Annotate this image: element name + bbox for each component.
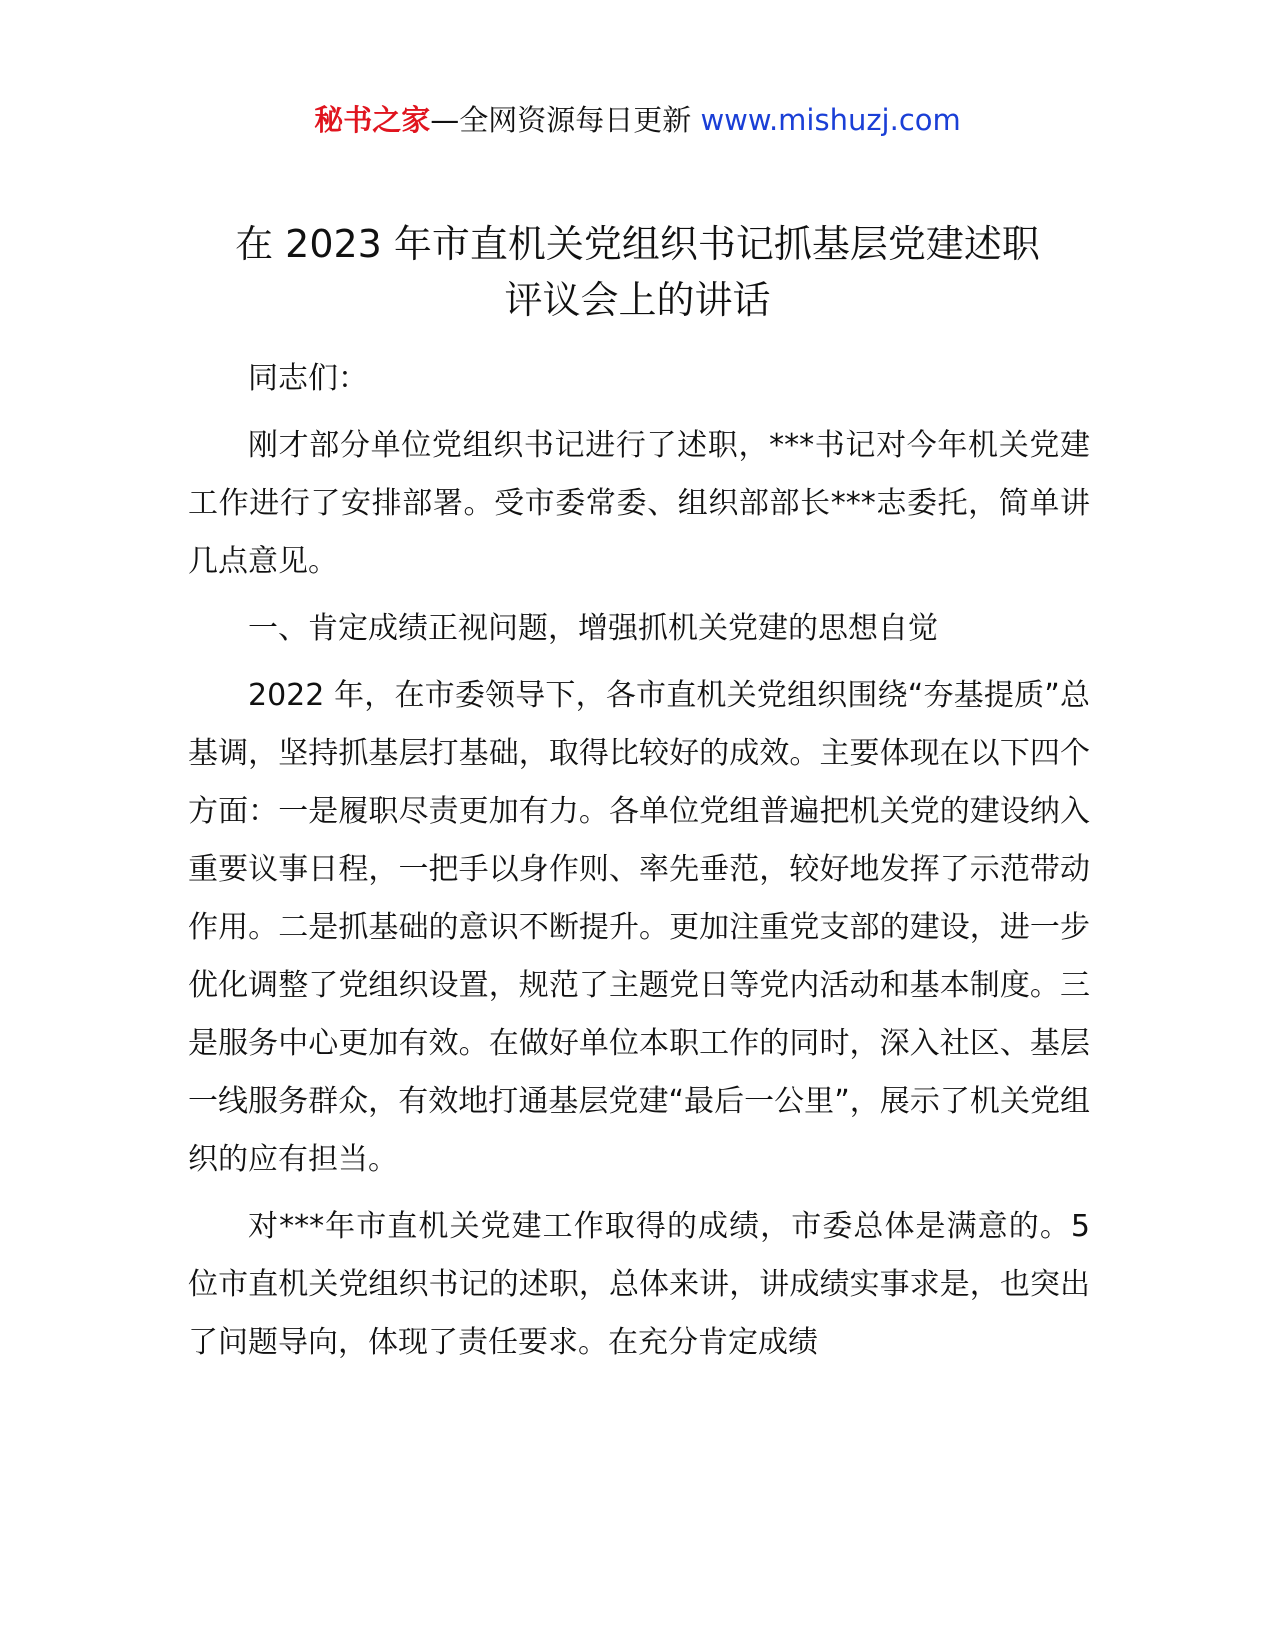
paragraph-achievements: 2022 年，在市委领导下，各市直机关党组织围绕“夯基提质”总基调，坚持抓基层打基础，取得比较好的成效。主要体现在以下四个方面：一是履职尽责更加有力。各单位党组普遍把机关党的建设纳入重要议事日程，一把手以身作则、率先垂范，较好地发挥了示范带动作用。二是抓基础的意识不断提升。更加注重党支部的建设，进一步优化调整了党组织设置，规范了主题党日等党内活动和基本制度。三是服务中心更加有效。在做好单位本职工作的同时，深入社区、基层一线服务群众，有效地打通基层党建“最后一公里”，展示了机关党组织的应有担当。 [188, 678, 1090, 1177]
paragraph-intro: 刚才部分单位党组织书记进行了述职，***书记对今年机关党建工作进行了安排部署。受市委常委、组织部部长***志委托，简单讲几点意见。 [188, 428, 1090, 579]
document-body [188, 350, 1090, 1381]
paragraph-assessment: 对***年市直机关党建工作取得的成绩，市委总体是满意的。5 位市直机关党组织书记的述职，总体来讲，讲成绩实事求是，也突出了问题导向，体现了责任要求。在充分肯定成绩 [188, 1209, 1090, 1360]
page-header [0, 100, 1275, 140]
site-url[interactable]: www.mishuzj.com [700, 103, 961, 137]
header-tagline: —全网资源每日更新 [430, 103, 692, 137]
document-title [180, 216, 1095, 328]
section-heading-1: 一、肯定成绩正视问题，增强抓机关党建的思想自觉 [248, 611, 938, 646]
salutation: 同志们： [248, 361, 368, 396]
title-line-2: 评议会上的讲话 [504, 278, 771, 322]
title-line-1: 在 2023 年市直机关党组织书记抓基层党建述职 [235, 222, 1040, 266]
brand-name: 秘书之家 [314, 103, 431, 137]
